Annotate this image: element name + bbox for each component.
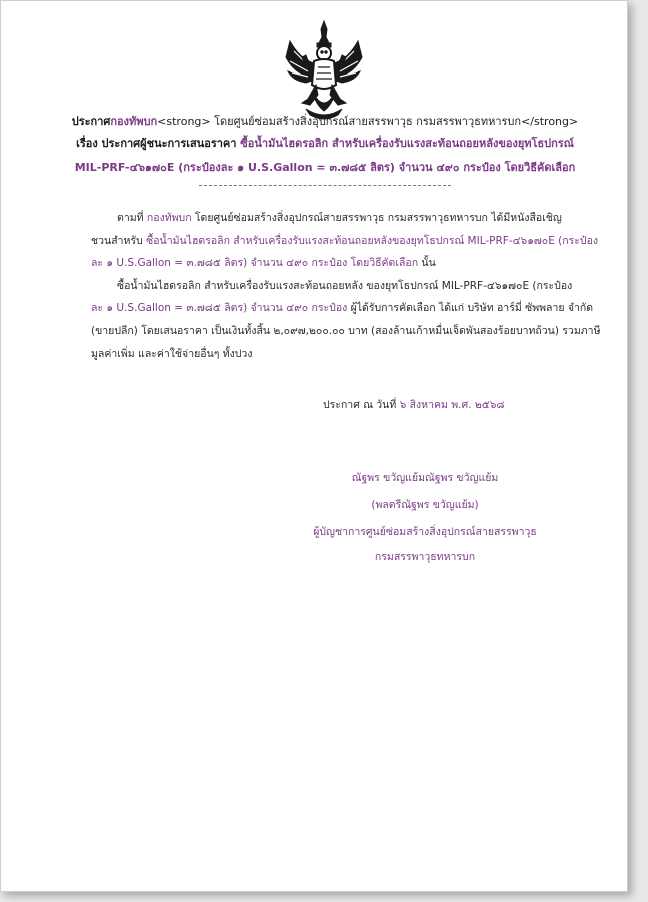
heading-unit: <strong> โดยศูนย์ซ่อมสร้างสิ่งอุปกรณ์สายสรรพาวุธ กรมสรรพาวุธทหารบก</strong> — [157, 115, 579, 128]
subject-line — [1, 136, 648, 152]
subject-prefix: เรื่อง ประกาศผู้ชนะการเสนอราคา — [76, 137, 241, 150]
heading-prefix: ประกาศ — [71, 115, 111, 128]
body-line — [91, 255, 436, 271]
body-item: ซื้อน้ำมันไฮดรอลิก สำหรับเครื่องรับแรงสะท้อนถอยหลัง ของยุทโธปกรณ์ MIL-PRF-๔๖๑๗๐E (กระป๋อง — [117, 280, 573, 292]
signature: ณัฐพร ขวัญแย้มณัฐพร ขวัญแย้ม — [351, 472, 499, 484]
body-text: นั้น — [418, 257, 436, 269]
body-text: (ขายปลีก) โดยเสนอราคา เป็นเงินทั้งสิ้น ๒,๐๙๗,๒๐๐.๐๐ บาท (สองล้านเก้าหมื่นเจ็ดพันสองร้อยบาทถ้วน) รวมภาษี — [91, 325, 601, 337]
body-agency: กองทัพบก — [146, 212, 192, 224]
separator-line — [199, 185, 451, 186]
date-value: ๖ สิงหาคม พ.ศ. ๒๕๖๘ — [399, 399, 505, 411]
body-item: ละ ๑ U.S.Gallon = ๓.๗๘๕ ลิตร) จำนวน ๔๙๐ กระป๋อง โดยวิธีคัดเลือก — [91, 257, 419, 269]
body-text: ผู้ได้รับการคัดเลือก ได้แก่ บริษัท อาร์มี่ ซัพพลาย จำกัด — [350, 302, 594, 314]
heading-agency: กองทัพบก — [110, 115, 158, 128]
body-text: ตามที่ — [117, 212, 147, 224]
signer-position: ผู้บัญชาการศูนย์ซ่อมสร้างสิ่งอุปกรณ์สายสรรพาวุธ — [313, 526, 537, 538]
signer-name: (พลตรีณัฐพร ขวัญแย้ม) — [371, 499, 479, 511]
body-line — [91, 300, 593, 316]
date-label: ประกาศ ณ วันที่ — [323, 399, 400, 411]
signer-department: กรมสรรพาวุธทหารบก — [374, 551, 476, 563]
announcement-heading — [1, 114, 648, 130]
garuda-emblem-icon — [282, 19, 366, 123]
subject-line-2: MIL-PRF-๔๖๑๗๐E (กระป๋องละ ๑ U.S.Gallon = ๓.๗๘๕ ลิตร) จำนวน ๔๙๐ กระป๋อง โดยวิธีคัดเลือก — [74, 161, 576, 174]
body-text: ชวนสำหรับ — [91, 235, 147, 247]
body-text: มูลค่าเพิ่ม และค่าใช้จ่ายอื่นๆ ทั้งปวง — [91, 348, 253, 360]
body-text: โดยศูนย์ซ่อมสร้างสิ่งอุปกรณ์สายสรรพาวุธ กรมสรรพาวุธทหารบก ได้มีหนังสือเชิญ — [191, 212, 562, 224]
subject-text: ซื้อน้ำมันไฮดรอลิก สำหรับเครื่องรับแรงสะท้อนถอยหลังของยุทโธปกรณ์ — [240, 137, 574, 150]
body-item: ซื้อน้ำมันไฮดรอลิก สำหรับเครื่องรับแรงสะท้อนถอยหลังของยุทโธปกรณ์ MIL-PRF-๔๖๑๗๐E (กระป๋อง — [146, 235, 598, 247]
announcement-date — [323, 397, 505, 413]
body-item: ละ ๑ U.S.Gallon = ๓.๗๘๕ ลิตร) จำนวน ๔๙๐ กระป๋อง — [91, 302, 351, 314]
body-line — [117, 210, 562, 226]
body-line — [91, 233, 598, 249]
